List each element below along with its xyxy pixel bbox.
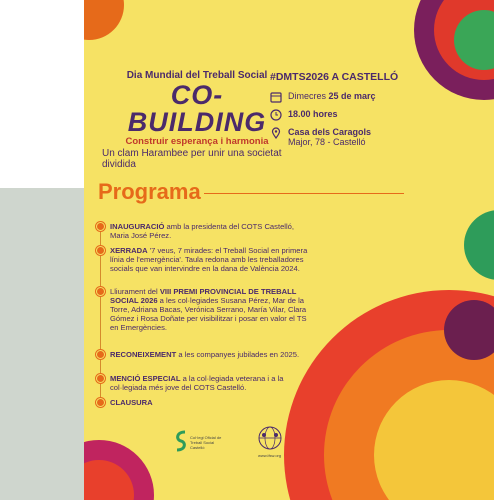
- item-6-strong: CLAUSURA: [110, 398, 153, 407]
- poster-header: [102, 70, 292, 170]
- item-5-strong: MENCIÓ ESPECIAL: [110, 374, 181, 383]
- item-4-strong: RECONEIXEMENT: [110, 350, 177, 359]
- calendar-icon: [270, 91, 282, 103]
- ifsw-url: www.ifsw.org: [258, 453, 282, 458]
- item-3-text: a les col·legiades Susana Pérez, Mar de la Torre, Adriana Bacas, Verónica Serrano, María Vilar, Clara Gómez i Rosa Doñate per visibilitzar i posar en valor el TS en Emergències.: [110, 296, 307, 332]
- timeline-bullet: [96, 398, 105, 407]
- venue-row: [270, 127, 430, 147]
- venue-name: Casa dels Caragols: [288, 127, 372, 137]
- item-1-strong: INAUGURACIÓ: [110, 222, 165, 231]
- program-item-4: [96, 350, 310, 359]
- timeline-bullet: [96, 246, 105, 255]
- item-4-text: a les companyes jubilades en 2025.: [176, 350, 300, 359]
- item-2-text: '7 veus, 7 mirades: el Treball Social en primera línia de l'emergència'. Taula redona amb les treballadores socials que van intervindre en la dana de València 2024.: [110, 246, 308, 273]
- date-prefix: Dimecres: [288, 91, 327, 101]
- time-row: [270, 109, 430, 121]
- event-info: [270, 71, 430, 153]
- date-strong: 25 de març: [328, 91, 376, 101]
- timeline-bullet: [96, 374, 105, 383]
- program-item-1: [96, 222, 310, 240]
- item-2-strong: XERRADA: [110, 246, 148, 255]
- date-row: [270, 91, 430, 103]
- program-item-3: [96, 287, 310, 332]
- item-5-text: a la col·legiada veterana i a la col·legiada més jove del COTS Castelló.: [110, 374, 284, 392]
- timeline-bullet: [96, 350, 105, 359]
- program-title: Programa: [98, 179, 201, 204]
- subtitle: Construir esperança i harmonia: [125, 136, 269, 147]
- venue-address: Major, 78 - Castelló: [288, 137, 366, 147]
- main-title: CO-BUILDING: [127, 80, 267, 137]
- arc-right-green: [464, 210, 494, 280]
- time-text: 18.00 hores: [288, 109, 338, 119]
- timeline-bullet: [96, 287, 105, 296]
- ifsw-globe-icon: [254, 425, 286, 451]
- location-pin-icon: [270, 127, 282, 139]
- item-3-pre: Lliurament del: [110, 287, 160, 296]
- cots-logo-icon: [174, 429, 188, 453]
- arc-top-left-orange: [84, 0, 124, 40]
- logos-area: [174, 425, 304, 465]
- tagline: Un clam Harambee per unir una societat dividida: [102, 148, 282, 170]
- item-3-strong: VIII PREMI PROVINCIAL DE TREBALL SOCIAL 2026: [110, 287, 297, 305]
- program-title-rule: [204, 193, 404, 194]
- hashtag: #DMTS2026 A CASTELLÓ: [270, 71, 399, 83]
- item-1-text: amb la presidenta del COTS Castelló, Maria José Pérez.: [110, 222, 294, 240]
- program-item-2: [96, 246, 310, 273]
- program-item-5: [96, 374, 310, 392]
- cots-logo-text: Col·legi Oficial de Treball Social Castelló: [190, 435, 222, 450]
- timeline-bullet: [96, 222, 105, 231]
- program-item-6: [96, 398, 310, 407]
- clock-icon: [270, 109, 282, 121]
- event-poster: [84, 0, 494, 500]
- pre-title: Dia Mundial del Treball Social: [126, 70, 268, 81]
